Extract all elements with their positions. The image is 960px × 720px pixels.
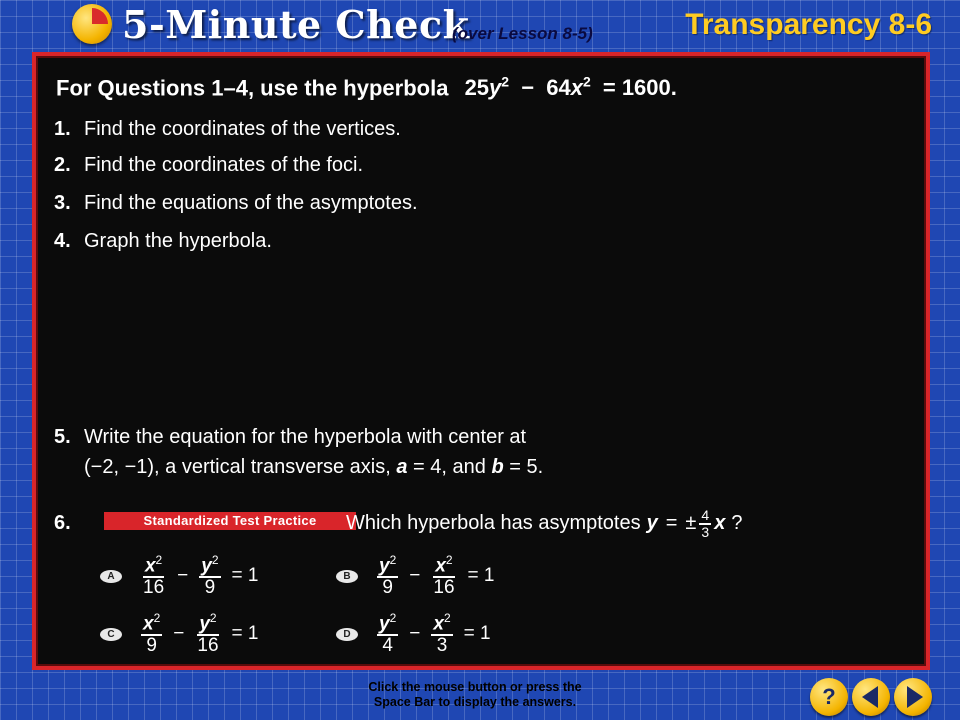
choice-letter: C (100, 628, 122, 641)
question-number: 3. (54, 192, 71, 214)
instructions-line-2: Space Bar to display the answers. (373, 695, 577, 709)
num-exp: 2 (211, 553, 219, 567)
num-var: y (379, 613, 390, 635)
question-6 (54, 508, 914, 548)
term-1 (141, 612, 162, 656)
choice-letter: A (100, 570, 122, 583)
question-text: Graph the hyperbola. (84, 230, 272, 252)
denominator: 4 (382, 635, 393, 657)
minus-sign: − (177, 565, 189, 587)
num-var: x (143, 613, 154, 635)
eq-minus: − (521, 75, 535, 101)
eq-coef-1: 25 (464, 75, 490, 101)
choice-letter: B (336, 570, 358, 583)
title-bar (0, 0, 960, 50)
question-1 (54, 118, 401, 141)
term-2 (199, 554, 220, 598)
q5-line-2a: (−2, −1), a vertical transverse axis, (84, 456, 391, 478)
instructions-line-1: Click the mouse button or press the (368, 680, 582, 694)
rhs: = 1 (231, 565, 259, 587)
eq-coef-2: 64 (546, 75, 571, 101)
question-text: Find the coordinates of the foci. (84, 154, 364, 176)
q5-var-b: b (491, 456, 504, 478)
question-number: 6. (54, 512, 71, 534)
question-number: 4. (54, 230, 71, 252)
rhs: = 1 (463, 623, 491, 645)
num-exp: 2 (155, 553, 163, 567)
choice-c[interactable] (100, 612, 266, 656)
question-2 (54, 154, 363, 177)
q6-prompt (346, 508, 742, 539)
q6-fraction (699, 508, 711, 539)
minus-sign: − (173, 623, 185, 645)
term-2 (431, 554, 456, 598)
num-var: y (201, 555, 212, 577)
num-var: x (433, 613, 444, 635)
question-icon: ? (822, 684, 836, 709)
denominator: 9 (382, 577, 393, 599)
content-panel (32, 52, 930, 670)
standardized-test-badge: Standardized Test Practice (104, 512, 356, 530)
num-var: y (379, 555, 390, 577)
q6-frac-bot: 3 (701, 523, 710, 540)
choice-a[interactable] (100, 554, 266, 598)
term-1 (141, 554, 166, 598)
num-var: x (144, 555, 156, 577)
q6-var-y: y (646, 512, 658, 535)
minus-sign: − (409, 565, 421, 587)
clock-icon (72, 4, 112, 44)
q5-line-1: Write the equation for the hyperbola with center at (84, 426, 527, 448)
question-number: 1. (54, 118, 71, 140)
instructions-text (330, 680, 620, 710)
num-exp: 2 (389, 611, 397, 625)
eq-var-y: y (489, 75, 502, 101)
q5-var-a: a (396, 456, 408, 478)
q6-text: Which hyperbola has asymptotes (346, 512, 641, 535)
num-exp: 2 (389, 553, 397, 567)
intro-text: For Questions 1–4, use the hyperbola (56, 75, 449, 101)
help-button[interactable] (810, 678, 848, 716)
choice-letter: D (336, 628, 358, 641)
denominator: 16 (433, 577, 455, 599)
hyperbola-equation (465, 75, 677, 100)
term-1 (377, 612, 398, 656)
q6-qmark: ? (731, 512, 743, 535)
eq-exp-1: 2 (501, 74, 510, 90)
question-text: Find the coordinates of the vertices. (84, 118, 401, 140)
question-3 (54, 192, 418, 215)
question-number: 5. (54, 426, 71, 448)
denominator: 16 (197, 635, 219, 657)
term-1 (377, 554, 398, 598)
previous-button[interactable] (852, 678, 890, 716)
questions-intro (56, 74, 677, 101)
choice-d[interactable] (336, 612, 499, 656)
question-text: Find the equations of the asymptotes. (84, 192, 418, 214)
num-exp: 2 (445, 553, 453, 567)
eq-rest: = 1600. (602, 75, 677, 101)
question-5 (54, 422, 543, 482)
num-exp: 2 (209, 611, 217, 625)
rhs: = 1 (231, 623, 259, 645)
denominator: 9 (146, 635, 157, 657)
num-var: x (435, 555, 446, 577)
q5-line-2c: = 5. (509, 456, 544, 478)
rhs: = 1 (467, 565, 495, 587)
choice-b[interactable] (336, 554, 502, 598)
q6-eq: = (665, 512, 678, 535)
eq-exp-2: 2 (582, 74, 591, 90)
lesson-subtitle: (over Lesson 8-5) (452, 24, 593, 43)
q6-var-x: x (714, 512, 726, 535)
question-4 (54, 230, 272, 253)
q6-frac-top: 4 (701, 507, 710, 523)
q5-line-2b: = 4, and (413, 456, 486, 478)
q6-pm: ± (685, 512, 697, 535)
num-var: y (199, 613, 210, 635)
back-arrow-icon (862, 686, 878, 708)
denominator: 9 (204, 577, 216, 599)
term-2 (195, 612, 220, 656)
denominator: 3 (436, 635, 448, 657)
eq-var-x: x (570, 75, 583, 101)
main-title: 5-Minute Check (122, 2, 470, 47)
term-2 (431, 612, 452, 656)
denominator: 16 (143, 577, 165, 599)
num-exp: 2 (153, 611, 161, 625)
question-number: 2. (54, 154, 71, 176)
forward-arrow-icon (907, 686, 923, 708)
transparency-label: Transparency 8-6 (685, 8, 932, 41)
next-button[interactable] (894, 678, 932, 716)
minus-sign: − (409, 623, 421, 645)
num-exp: 2 (443, 611, 451, 625)
